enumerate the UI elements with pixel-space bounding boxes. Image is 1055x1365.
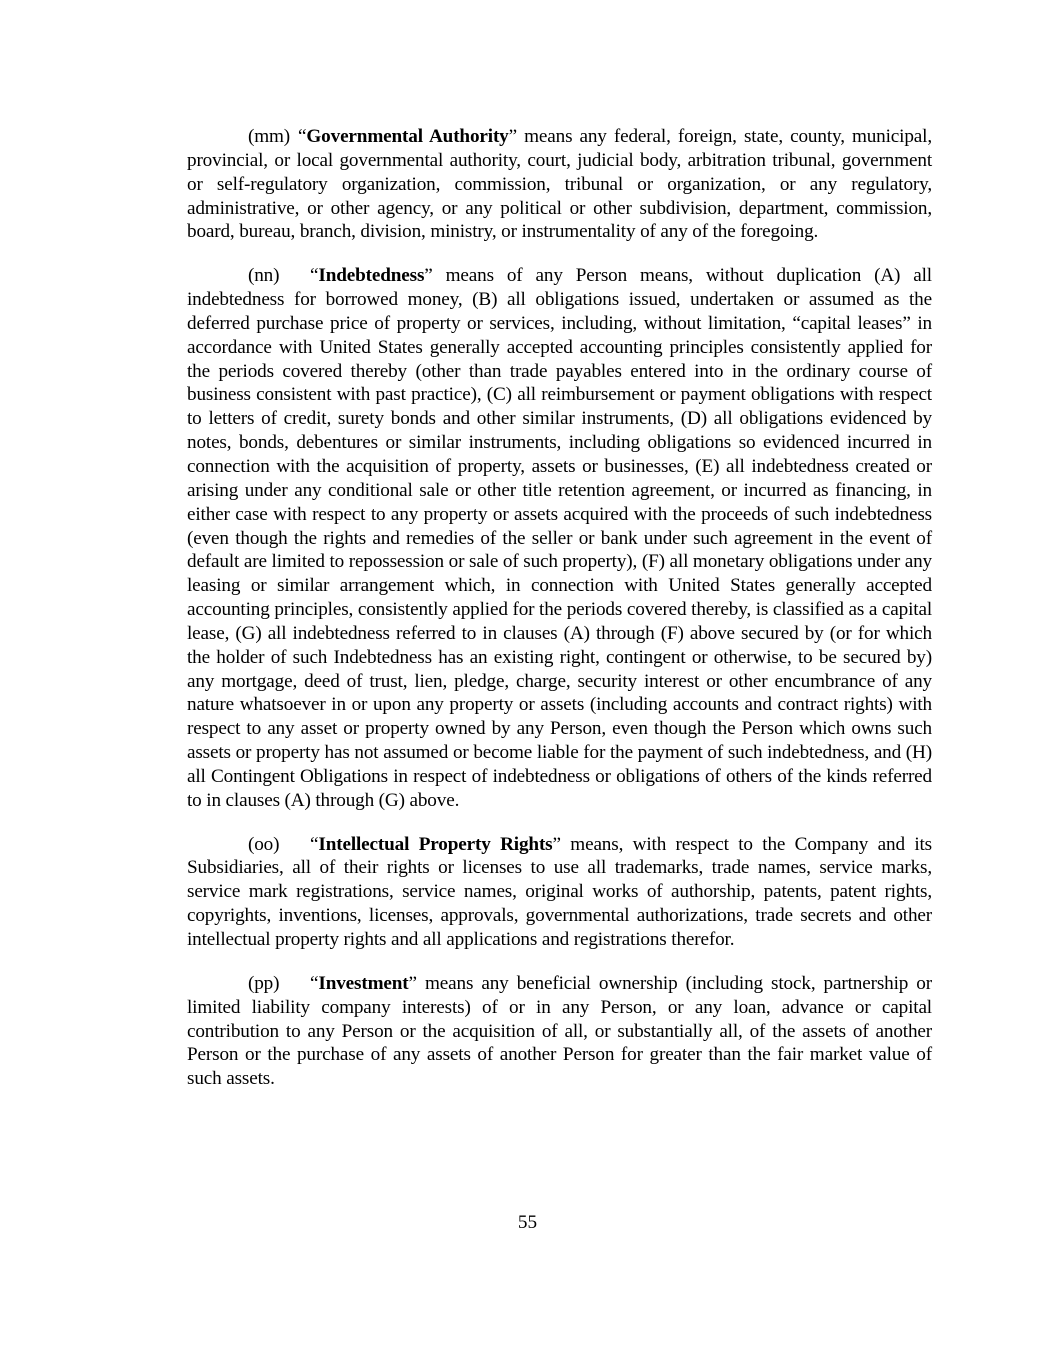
definition-intellectual-property-rights xyxy=(187,833,932,952)
definition-text: means any beneficial ownership (including stock, partnership or limited liability company interests) of or in any Person, or any loan, advance or capital contribution to any Person or the acquisition of all, or substantially all, of the assets of another Person or the purchase of any assets of another Person for greater than the fair market value of such assets. xyxy=(187,972,932,1090)
defined-term: Intellectual Property Rights xyxy=(318,833,553,855)
open-quote: “ xyxy=(310,972,319,994)
clause-number: (mm) xyxy=(248,126,291,147)
close-quote: ” xyxy=(408,972,417,994)
document-body xyxy=(187,125,932,1111)
definition-text: means of any Person means, without duplication (A) all indebtedness for borrowed money, (B) all obligations issued, undertaken or assumed as the deferred purchase price of property or services, including, without limitation, “capital leases” in accordance with United States generally accepted accounting principles consistently applied for the periods covered thereby (other than trade payables entered into in the ordinary course of business consistent with past practice), (C) all reimbursement or payment obligations with respect to letters of credit, surety bonds and other similar instruments, (D) all obligations evidenced by notes, bonds, debentures or similar instruments, including obligations so evidenced incurred in connection with the acquisition of property, assets or businesses, (E) all indebtedness created or arising under any conditional sale or other title retention agreement, or incurred as financing, in either case with respect to any property or assets acquired with the proceeds of such indebtedness (even though the rights and remedies of the seller or bank under such agreement in the event of default are limited to repossession or sale of such property), (F) all monetary obligations under any leasing or similar arrangement which, in connection with United States generally accepted accounting principles, consistently applied for the periods covered thereby, is classified as a capital lease, (G) all indebtedness referred to in clauses (A) through (F) above secured by (or for which the holder of such Indebtedness has an existing right, contingent or otherwise, to be secured by) any mortgage, deed of trust, lien, pledge, charge, security interest or other encumbrance of any nature whatsoever in or upon any property or assets (including accounts and contract rights) with respect to any asset or property owned by any Person, even though the Person which owns such assets or property has not assumed or become liable for the payment of such indebtedness, and (H) all Contingent Obligations in respect of indebtedness or obligations of others of the kinds referred to in clauses (A) through (G) above. xyxy=(187,265,932,811)
open-quote: “ xyxy=(310,833,319,855)
defined-term: Investment xyxy=(318,972,409,994)
defined-term: Indebtedness xyxy=(318,265,425,287)
defined-term: Governmental Authority xyxy=(306,126,509,147)
close-quote: ” xyxy=(552,833,561,855)
open-quote: “ xyxy=(298,126,307,147)
open-quote: “ xyxy=(310,265,319,287)
definition-text: means any federal, foreign, state, county, municipal, provincial, or local governmental authority, court, judicial body, arbitration tribunal, government or self-regulatory organization, commission, tribunal or organization, or any regulatory, administrative, or other agency, or any political or other subdivision, department, commission, board, bureau, branch, division, ministry, or instrumentality of any of the foregoing. xyxy=(187,126,932,243)
clause-number: (pp) xyxy=(248,972,280,994)
clause-number: (oo) xyxy=(248,833,280,855)
definition-governmental-authority xyxy=(187,125,932,244)
clause-number: (nn) xyxy=(248,265,280,287)
close-quote: ” xyxy=(424,265,433,287)
definition-text: means, with respect to the Company and its Subsidiaries, all of their rights or licenses to use all trademarks, trade names, service marks, service mark registrations, service names, original works of authorship, patents, patent rights, copyrights, inventions, licenses, approvals, governmental authorizations, trade secrets and other intellectual property rights and all applications and registrations therefor. xyxy=(187,833,932,950)
page-number: 55 xyxy=(517,1212,538,1233)
definition-indebtedness xyxy=(187,264,932,812)
close-quote: ” xyxy=(508,126,517,147)
definition-investment xyxy=(187,972,932,1091)
